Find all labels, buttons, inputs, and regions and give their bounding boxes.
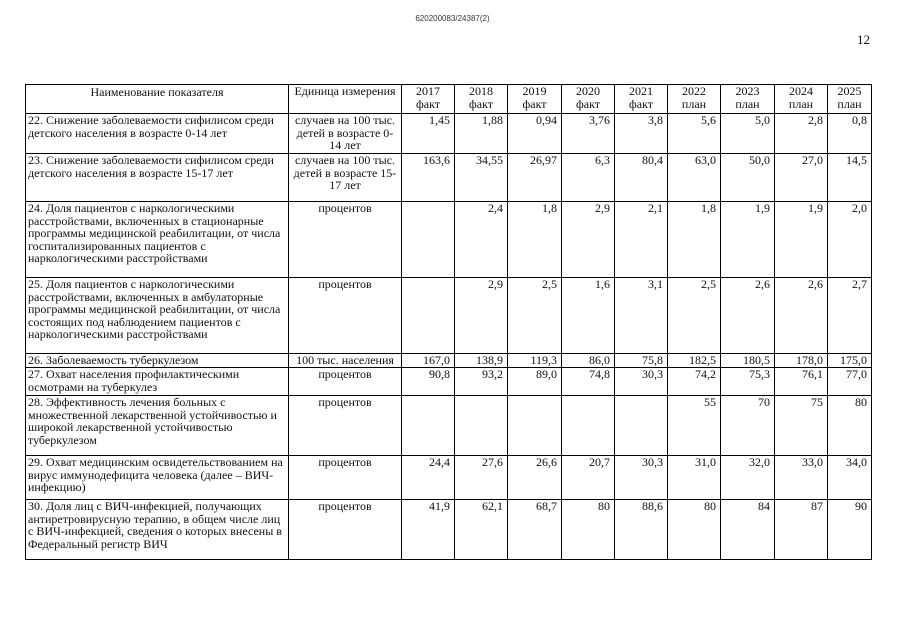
header-unit: Единица измерения: [289, 85, 402, 114]
indicator-unit: процентов: [289, 396, 402, 456]
value-cell-2023: 84: [721, 500, 775, 560]
indicator-name: 26. Заболеваемость туберкулезом: [26, 354, 289, 368]
value-cell-2021: 80,4: [615, 154, 668, 202]
value-cell-2020: 6,3: [562, 154, 615, 202]
indicator-name: 22. Снижение заболеваемости сифилисом среди детского населения в возрасте 0-14 лет: [26, 114, 289, 154]
value-cell-2022: 182,5: [668, 354, 721, 368]
value-cell-2025: 90: [828, 500, 872, 560]
indicator-name: 23. Снижение заболеваемости сифилисом среди детского населения в возрасте 15-17 лет: [26, 154, 289, 202]
header-year-label: 2022: [682, 84, 706, 98]
value-cell-2025: 2,0: [828, 202, 872, 278]
value-cell-2018: 34,55: [455, 154, 508, 202]
value-cell-2020: [562, 396, 615, 456]
value-cell-2023: 2,6: [721, 278, 775, 354]
table-row: [26, 202, 872, 278]
value-cell-2018: 2,4: [455, 202, 508, 278]
value-cell-2022: 55: [668, 396, 721, 456]
indicator-name: 28. Эффективность лечения больных с множественной лекарственной устойчивостью и широкой лекарственной устойчивостью туберкулезом: [26, 396, 289, 456]
value-cell-2017: 1,45: [402, 114, 455, 154]
table-row: [26, 396, 872, 456]
value-cell-2021: 2,1: [615, 202, 668, 278]
value-cell-2020: 3,76: [562, 114, 615, 154]
document-id: 620200083/24387(2): [415, 14, 490, 23]
value-cell-2022: 1,8: [668, 202, 721, 278]
value-cell-2022: 74,2: [668, 368, 721, 396]
header-year-2020: [562, 85, 615, 114]
value-cell-2017: 163,6: [402, 154, 455, 202]
value-cell-2017: [402, 278, 455, 354]
indicator-unit: процентов: [289, 202, 402, 278]
table-row: [26, 154, 872, 202]
header-year-label: 2024: [789, 84, 813, 98]
value-cell-2024: 2,8: [775, 114, 828, 154]
value-cell-2019: 1,8: [508, 202, 562, 278]
table-body: [26, 114, 872, 560]
header-year-2022: [668, 85, 721, 114]
header-year-label: 2018: [469, 84, 493, 98]
table-row: [26, 500, 872, 560]
value-cell-2019: 0,94: [508, 114, 562, 154]
value-cell-2019: 2,5: [508, 278, 562, 354]
value-cell-2023: 5,0: [721, 114, 775, 154]
header-year-kind: факт: [415, 96, 441, 111]
value-cell-2020: 74,8: [562, 368, 615, 396]
value-cell-2020: 80: [562, 500, 615, 560]
indicator-unit: 100 тыс. населения: [289, 354, 402, 368]
value-cell-2021: 3,1: [615, 278, 668, 354]
value-cell-2021: [615, 396, 668, 456]
header-year-kind: план: [837, 96, 862, 111]
value-cell-2022: 80: [668, 500, 721, 560]
value-cell-2018: 138,9: [455, 354, 508, 368]
value-cell-2021: 30,3: [615, 368, 668, 396]
value-cell-2017: 90,8: [402, 368, 455, 396]
value-cell-2025: 0,8: [828, 114, 872, 154]
header-year-label: 2021: [629, 84, 653, 98]
value-cell-2017: 41,9: [402, 500, 455, 560]
value-cell-2020: 1,6: [562, 278, 615, 354]
value-cell-2018: 2,9: [455, 278, 508, 354]
indicator-name: 24. Доля пациентов с наркологическими расстройствами, включенных в стационарные программы медицинской реабилитации, от числа госпитализированных пациентов с наркологическими расстройствами: [26, 202, 289, 278]
indicator-name: 25. Доля пациентов с наркологическими расстройствами, включенных в амбулаторные программы медицинской реабилитации, от числа состоящих под наблюдением пациентов с наркологическими расстройствами: [26, 278, 289, 354]
value-cell-2024: 76,1: [775, 368, 828, 396]
value-cell-2019: [508, 396, 562, 456]
indicator-name: 27. Охват населения профилактическими осмотрами на туберкулез: [26, 368, 289, 396]
value-cell-2017: 24,4: [402, 456, 455, 500]
value-cell-2025: 14,5: [828, 154, 872, 202]
value-cell-2025: 34,0: [828, 456, 872, 500]
value-cell-2021: 75,8: [615, 354, 668, 368]
table-row: [26, 456, 872, 500]
value-cell-2025: 80: [828, 396, 872, 456]
value-cell-2018: 62,1: [455, 500, 508, 560]
value-cell-2021: 30,3: [615, 456, 668, 500]
header-year-label: 2017: [416, 84, 440, 98]
header-year-2024: [775, 85, 828, 114]
table-row: [26, 368, 872, 396]
value-cell-2019: 26,97: [508, 154, 562, 202]
value-cell-2022: 2,5: [668, 278, 721, 354]
header-year-kind: факт: [522, 96, 547, 111]
value-cell-2019: 26,6: [508, 456, 562, 500]
header-year-label: 2023: [735, 84, 760, 98]
header-year-2019: [508, 85, 562, 114]
value-cell-2023: 1,9: [721, 202, 775, 278]
value-cell-2018: 93,2: [455, 368, 508, 396]
value-cell-2018: [455, 396, 508, 456]
header-year-label: 2025: [837, 84, 862, 98]
header-year-label: 2019: [522, 84, 547, 98]
indicator-unit: процентов: [289, 500, 402, 560]
header-year-kind: факт: [468, 96, 494, 111]
indicator-unit: случаев на 100 тыс. детей в возрасте 15-17 лет: [289, 154, 402, 202]
value-cell-2023: 70: [721, 396, 775, 456]
value-cell-2023: 180,5: [721, 354, 775, 368]
indicator-name: 29. Охват медицинским освидетельствованием на вирус иммунодефицита человека (далее – ВИЧ-инфекцию): [26, 456, 289, 500]
indicator-unit: процентов: [289, 368, 402, 396]
value-cell-2021: 3,8: [615, 114, 668, 154]
header-year-kind: план: [735, 96, 760, 111]
indicator-name: 30. Доля лиц с ВИЧ-инфекцией, получающих антиретровирусную терапию, в общем числе лиц с ВИЧ-инфекцией, сведения о которых внесены в Федеральный регистр ВИЧ: [26, 500, 289, 560]
value-cell-2020: 20,7: [562, 456, 615, 500]
header-year-kind: план: [788, 96, 814, 111]
indicators-table: [25, 84, 872, 560]
indicator-unit: процентов: [289, 456, 402, 500]
value-cell-2020: 86,0: [562, 354, 615, 368]
header-year-label: 2020: [576, 84, 600, 98]
value-cell-2023: 50,0: [721, 154, 775, 202]
indicator-unit: процентов: [289, 278, 402, 354]
value-cell-2021: 88,6: [615, 500, 668, 560]
page-number: 12: [857, 32, 870, 47]
value-cell-2025: 77,0: [828, 368, 872, 396]
header-year-2023: [721, 85, 775, 114]
value-cell-2023: 32,0: [721, 456, 775, 500]
indicator-unit: случаев на 100 тыс. детей в возрасте 0-14 лет: [289, 114, 402, 154]
value-cell-2022: 5,6: [668, 114, 721, 154]
value-cell-2019: 68,7: [508, 500, 562, 560]
table-row: [26, 278, 872, 354]
header-year-kind: факт: [575, 96, 601, 111]
header-name: Наименование показателя: [26, 85, 289, 114]
value-cell-2023: 75,3: [721, 368, 775, 396]
header-year-2021: [615, 85, 668, 114]
header-year-2018: [455, 85, 508, 114]
value-cell-2022: 63,0: [668, 154, 721, 202]
value-cell-2025: 175,0: [828, 354, 872, 368]
value-cell-2024: 33,0: [775, 456, 828, 500]
value-cell-2018: 27,6: [455, 456, 508, 500]
value-cell-2020: 2,9: [562, 202, 615, 278]
value-cell-2017: 167,0: [402, 354, 455, 368]
value-cell-2024: 1,9: [775, 202, 828, 278]
header-year-kind: план: [681, 96, 707, 111]
value-cell-2019: 119,3: [508, 354, 562, 368]
value-cell-2024: 87: [775, 500, 828, 560]
value-cell-2018: 1,88: [455, 114, 508, 154]
value-cell-2019: 89,0: [508, 368, 562, 396]
value-cell-2024: 75: [775, 396, 828, 456]
value-cell-2024: 27,0: [775, 154, 828, 202]
value-cell-2024: 2,6: [775, 278, 828, 354]
value-cell-2017: [402, 202, 455, 278]
value-cell-2022: 31,0: [668, 456, 721, 500]
header-year-2025: [828, 85, 872, 114]
value-cell-2024: 178,0: [775, 354, 828, 368]
value-cell-2025: 2,7: [828, 278, 872, 354]
header-year-kind: факт: [628, 96, 654, 111]
table-row: [26, 114, 872, 154]
header-year-2017: [402, 85, 455, 114]
table-row: [26, 354, 872, 368]
value-cell-2017: [402, 396, 455, 456]
table-header-row: [26, 85, 872, 114]
